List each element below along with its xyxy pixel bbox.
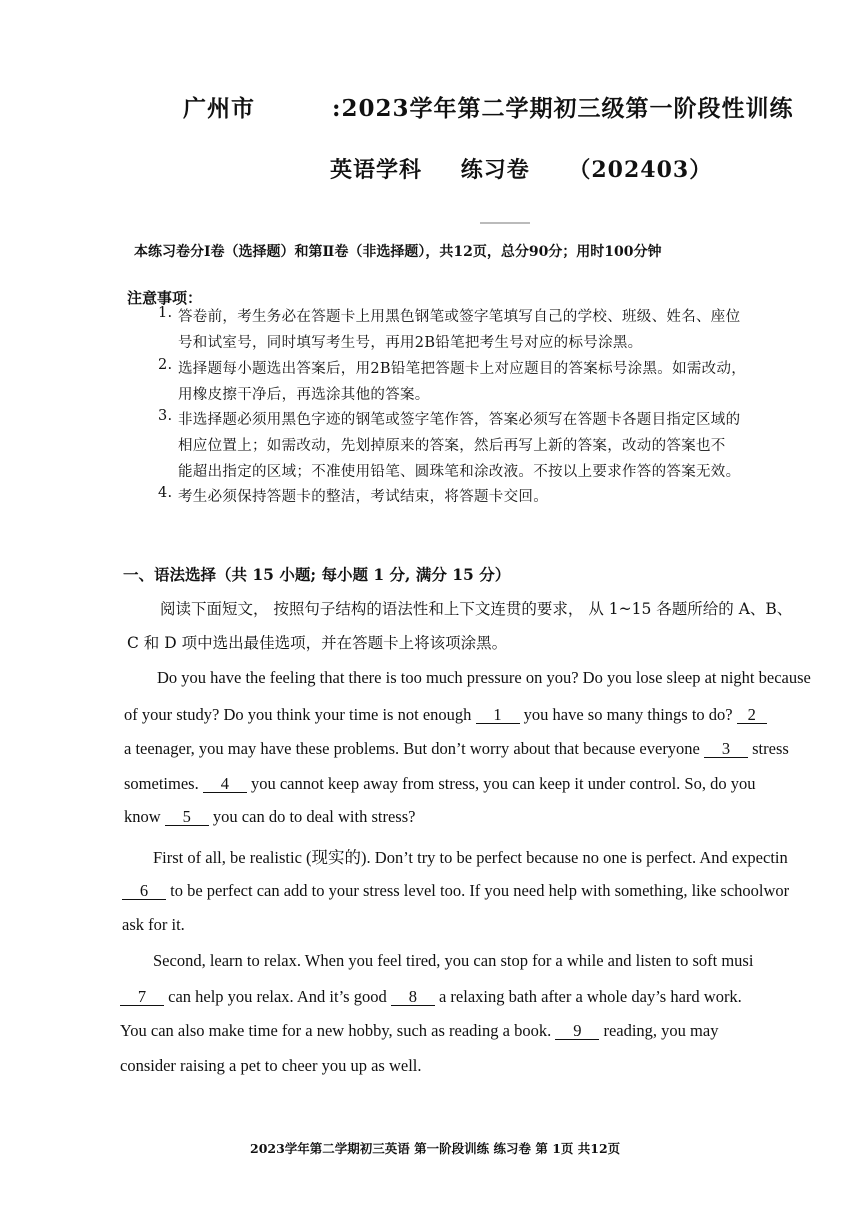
blank-4: 4 [203,776,247,793]
passage-line: sometimes. 4 you cannot keep away from stress, you can keep it under control. So, do you [124,774,756,793]
passage-line: of your study? Do you think your time is not enough 1 you have so many things to do? 2 [124,705,767,725]
section-intro-line-1: 阅读下面短文， 按照句子结构的语法性和上下文连贯的要求， 从 1~15 各题所给的 A、B、 [160,600,793,618]
blank-9: 9 [555,1023,599,1040]
blank-7: 7 [120,989,164,1006]
blank-5: 5 [165,809,209,826]
exam-page: 广州市 :2023学年第二学期初三级第一阶段性训练 英语学科 练习卷 （202403） 本练习卷分Ⅰ卷（选择题）和第Ⅱ卷（非选择题），共12页，总分90分；用时100分钟 注意事项： 1. 答卷前，考生务必在答题卡上用黑色钢笔或签字笔填写自己的学校、班级、姓名、座位 号和试室号，同时填写考生号，再用2B铅笔把考生号对应的标号涂黑。 2. 选择题每小题选出答案后，用2B铅笔把答题卡上对应题目的答案标号涂黑。如需改动， 用橡皮擦干净后，再选涂其他的答案。 3. 非选择题必须用黑色字迹的钢笔或签字笔作答，答案必须写在答题卡各题目指定区域的 相应位置上；如需改动，先划掉原来的答案，然后再写上新的答案，改动的答案也不 能超出指定的区域；不准使用铅笔、圆珠笔和涂改液。不按以上要求作答的答案无效。 4. 考生必须保持答题卡的整洁，考试结束，将答题卡交回。 一、语法选择（共 15 小题; 每小题 1 分, 满分 15 分） 阅读下面短文， 按照句子结构的语法性和上下文连贯的要求， 从 1~15 各题所给的 A、B、 C 和 D 项中选出最佳选项，并在答题卡上将该项涂黑。 Do you have the feeling that there is too much pressure on you? Do you lose sleep at night because of your study? Do you think your time is not enough 1 you have so many things to do? 2 a teenager, you may have these problems. But don’t worry about that because everyone 3 stress sometimes. 4 you cannot keep away from stress, you can keep it under control. So, do you know 5 you can do to deal with stress? First of all, be realistic (现实的). Don’t try to be perfect because no one is perfect. And expectin 6 to be perfect can add to your stress level too. If you need help with something, like schoolwor ask for it. Second, learn to relax. When you feel tired, you can stop for a while and listen to soft musi 7 can help you relax. And it’s good 8 a relaxing bath after a whole day’s hard work. You can also make time for a new hobby, such as reading a book. 9 reading, you may consider raising a pet to cheer you up as well. 2023学年第二学期初三英语 第一阶段训练 练习卷 第 1页 共12页 [0,0,860,1216]
notice-title: 注意事项： [127,289,203,307]
passage-line: 7 can help you relax. And it’s good 8 a relaxing bath after a whole day’s hard work. [120,987,742,1007]
passage-line: Second, learn to relax. When you feel tired, you can stop for a while and listen to soft musi [153,951,754,970]
section-intro-line-2: C 和 D 项中选出最佳选项，并在答题卡上将该项涂黑。 [127,634,508,652]
section-heading: 一、语法选择（共 15 小题; 每小题 1 分, 满分 15 分） [123,565,511,584]
blank-6: 6 [122,883,166,900]
passage-line: a teenager, you may have these problems. But don’t worry about that because everyone 3 stress [124,739,789,758]
blank-8: 8 [391,989,435,1006]
passage-line: know 5 you can do to deal with stress? [124,807,416,826]
passage-line: consider raising a pet to cheer you up as well. [120,1056,422,1075]
paper-info-line: 本练习卷分Ⅰ卷（选择题）和第Ⅱ卷（非选择题），共12页，总分90分；用时100分钟 [134,244,662,260]
passage-line: ask for it. [122,915,185,934]
passage-line: Do you have the feeling that there is too much pressure on you? Do you lose sleep at night because [157,668,811,687]
blank-2: 2 [737,707,767,724]
subject-name: 英语学科 [330,157,423,183]
passage-line: First of all, be realistic (现实的). Don’t try to be perfect because no one is perfect. And expectin [153,848,788,867]
passage-line: You can also make time for a new hobby, such as reading a book. 9 reading, you may [120,1021,719,1040]
blank-3: 3 [704,741,748,758]
page-footer: 2023学年第二学期初三英语 第一阶段训练 练习卷 第 1页 共12页 [250,1141,621,1156]
scan-mark [480,222,530,224]
exam-title-text: :2023学年第二学期初三级第一阶段性训练 [332,95,794,122]
subject-line [330,153,742,184]
paper-type: 练习卷 [460,157,530,183]
city-name: 广州市 [183,95,255,122]
passage-line: 6 to be perfect can add to your stress level too. If you need help with something, like schoolwor [122,881,789,901]
blank-1: 1 [476,707,520,724]
paper-code: （202403） [568,157,713,183]
